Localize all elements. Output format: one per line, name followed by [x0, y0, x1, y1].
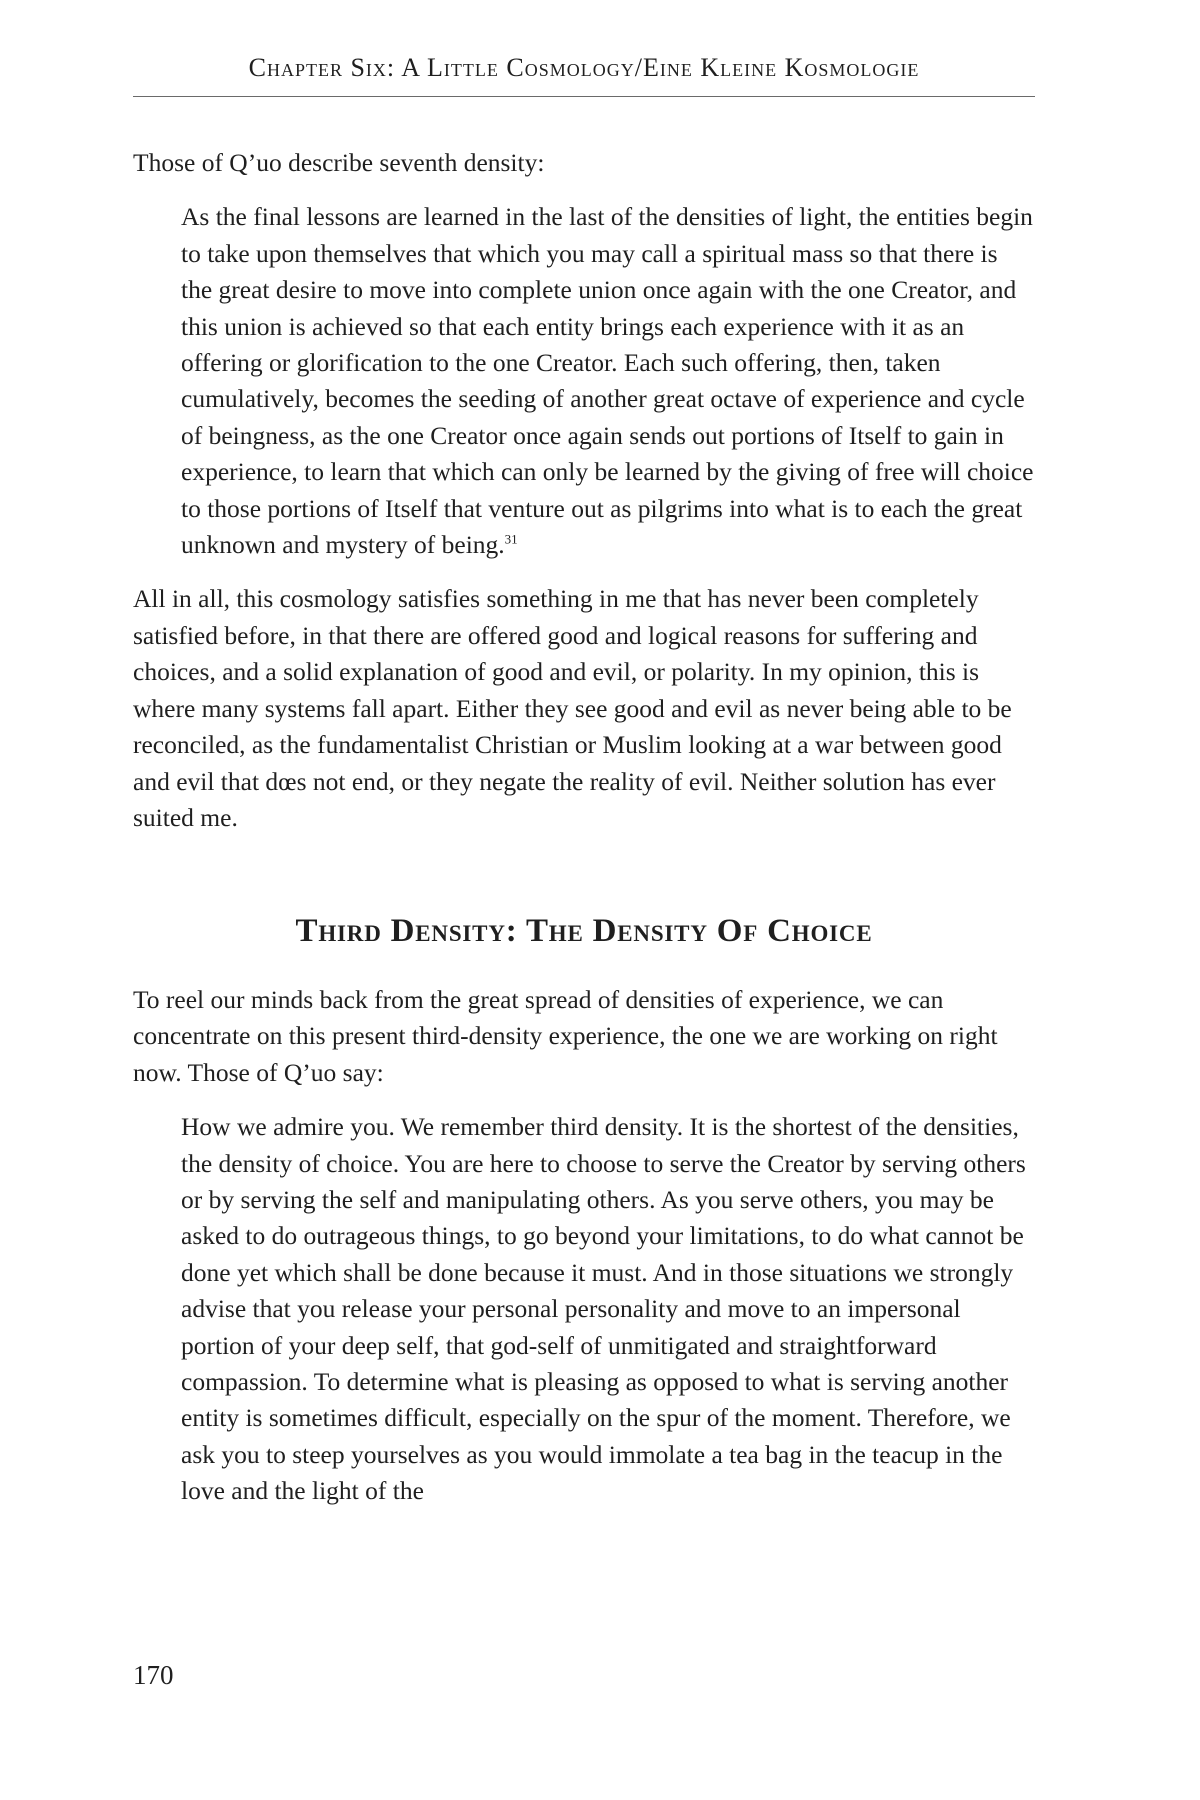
running-head: Chapter Six: A Little Cosmology/Eine Kleine Kosmologie	[248, 53, 920, 82]
section-heading: Third Density: The Density Of Choice	[295, 913, 873, 950]
paragraph-cosmology: All in all, this cosmology satisfies something in me that has never been completely satisfied before, in that there are offered good and logical reasons for suffering and choices, and a solid explanation of good and evil, or polarity. In my opinion, this is where many systems fall apart. Either they see good and evil as never being able to be reconciled, as the fundamentalist Christian or Muslim looking at a war between good and evil that dœs not end, or they negate the reality of evil. Neither solution has ever suited me.	[133, 584, 1012, 832]
paragraph-third-density: To reel our minds back from the great spread of densities of experience, we can concentrate on this present third-density experience, the one we are working on right now. Those of Q’uo say:	[133, 984, 998, 1087]
quote-text: As the final lessons are learned in the last of the densities of light, the entities begin to take upon themselves that which you may call a spiritual mass so that there is the great desire to move into complete union once again with the one Creator, and this union is achieved so that each entity brings each experience with it as an offering or glorification to the one Creator. Each such offering, then, taken cumulatively, becomes the seeding of another great octave of experience and cycle of beingness, as the one Creator once again sends out portions of Itself to gain in experience, to learn that which can only be learned by the giving of free will choice to those portions of Itself that venture out as pilgrims into what is to each the great unknown and mystery of being.	[181, 202, 1034, 560]
header-rule	[133, 96, 1035, 97]
block-quote-third-density: How we admire you. We remember third density. It is the shortest of the densities, the density of choice. You are here to choose to serve the Creator by serving others or by serving the self and manipulating others. As you serve others, you may be asked to do outrageous things, to go beyond your limitations, to do what cannot be done yet which shall be done because it must. And in those situations we strongly advise that you release your personal personality and move to an impersonal portion of your deep self, that god-self of unmitigated and straightforward compassion. To determine what is pleasing as opposed to what is serving another entity is sometimes difficult, especially on the spur of the moment. Therefore, we ask you to steep yourselves as you would immolate a tea bag in the teacup in the love and the light of the	[181, 1112, 1026, 1506]
block-quote-seventh-density	[181, 199, 1035, 563]
page-number: 170	[133, 1660, 174, 1690]
intro-line: Those of Q’uo describe seventh density:	[133, 148, 545, 177]
footnote-reference[interactable]: 31	[504, 531, 518, 547]
body-text	[133, 145, 1035, 1528]
